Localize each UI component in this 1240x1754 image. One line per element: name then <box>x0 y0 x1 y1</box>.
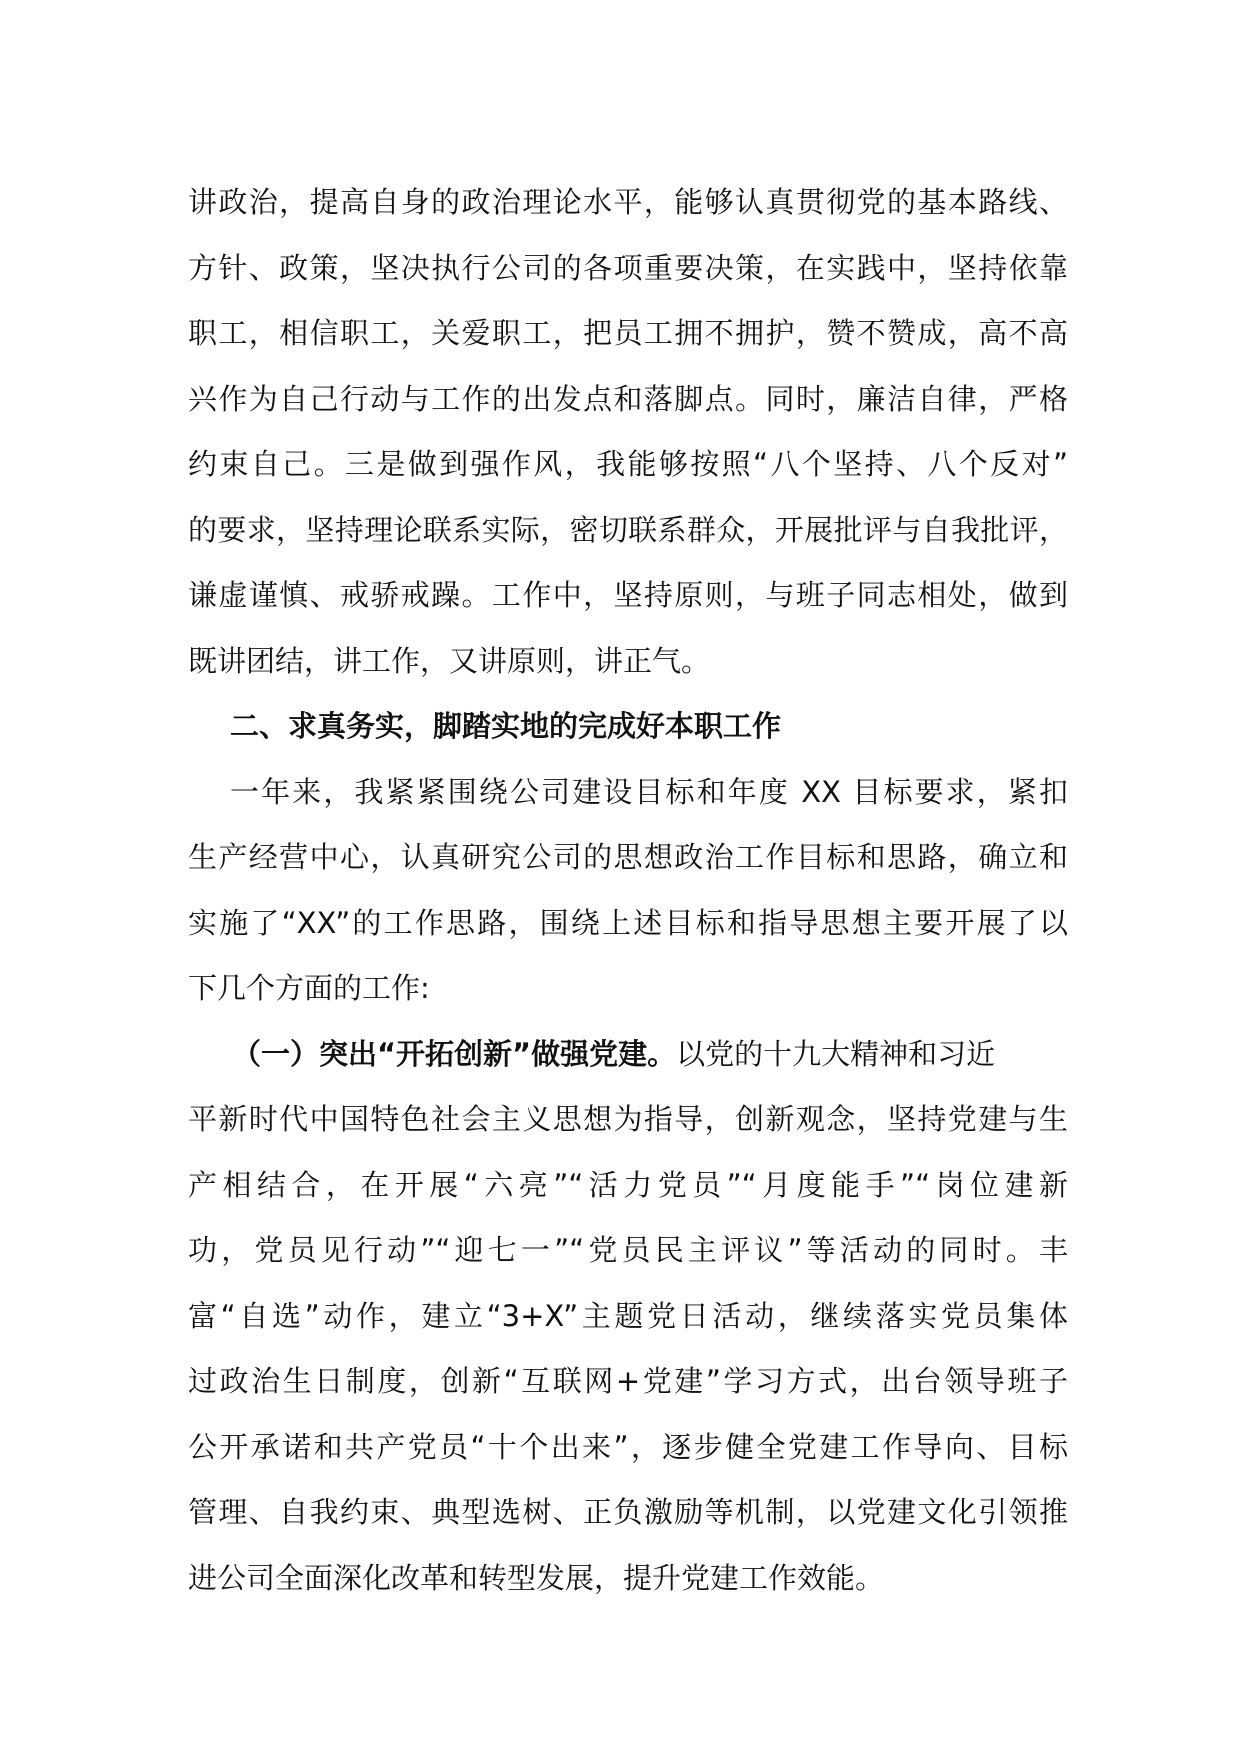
paragraph-line: 公开承诺和共产党员“十个出来”，逐步健全党建工作导向、目标 <box>188 1429 1068 1464</box>
paragraph-line: 既讲团结，讲工作，又讲原则，讲正气。 <box>188 643 711 678</box>
paragraph-line: 下几个方面的工作: <box>188 971 430 1005</box>
paragraph-line: 富“自选”动作，建立“3+X”主题党日活动，继续落实党员集体 <box>188 1298 1068 1333</box>
paragraph-line: 生产经营中心，认真研究公司的思想政治工作目标和思路，确立和 <box>188 840 1068 874</box>
paragraph-line: 产相结合，在开展“六亮”“活力党员”“月度能手”“岗位建新 <box>188 1167 1068 1202</box>
subheading-line <box>188 1022 1068 1088</box>
section-heading: 二、求真务实，脚踏实地的完成好本职工作 <box>230 709 782 743</box>
paragraph-line: 平新时代中国特色社会主义思想为指导，创新观念，坚持党建与生 <box>188 1102 1068 1136</box>
paragraph-line: 约束自己。三是做到强作风，我能够按照“八个坚持、八个反对” <box>188 447 1068 481</box>
paragraph-line: 过政治生日制度，创新“互联网+党建”学习方式，出台领导班子 <box>188 1364 1068 1398</box>
subheading-title: （一）突出“开拓创新”做强党建。 <box>232 1036 677 1071</box>
paragraph-line: 管理、自我约束、典型选树、正负激励等机制，以党建文化引领推 <box>188 1495 1068 1529</box>
paragraph-line: 方针、政策，坚决执行公司的各项重要决策，在实践中，坚持依靠 <box>188 250 1068 285</box>
paragraph-line: 一年来，我紧紧围绕公司建设目标和年度 XX 目标要求，紧扣 <box>230 774 1068 809</box>
paragraph-line: 的要求，坚持理论联系实际，密切联系群众，开展批评与自我批评， <box>188 512 1068 547</box>
paragraph-line: 谦虚谨慎、戒骄戒躁。工作中，坚持原则，与班子同志相处，做到 <box>188 578 1068 612</box>
paragraph-line: 讲政治，提高自身的政治理论水平，能够认真贯彻党的基本路线、 <box>188 185 1068 219</box>
paragraph-line: 职工，相信职工，关爱职工，把员工拥不拥护，赞不赞成，高不高 <box>188 316 1068 350</box>
document-body <box>188 170 1068 1611</box>
subheading-text: 以党的十九大精神和习近 <box>676 1036 996 1071</box>
paragraph-line: 兴作为自己行动与工作的出发点和落脚点。同时，廉洁自律，严格 <box>188 381 1068 416</box>
paragraph-line: 进公司全面深化改革和转型发展，提升党建工作效能。 <box>188 1560 885 1595</box>
paragraph-line: 实施了“XX”的工作思路，围绕上述目标和指导思想主要开展了以 <box>188 905 1068 940</box>
paragraph-line: 功，党员见行动”“迎七一”“党员民主评议”等活动的同时。丰 <box>188 1233 1068 1267</box>
